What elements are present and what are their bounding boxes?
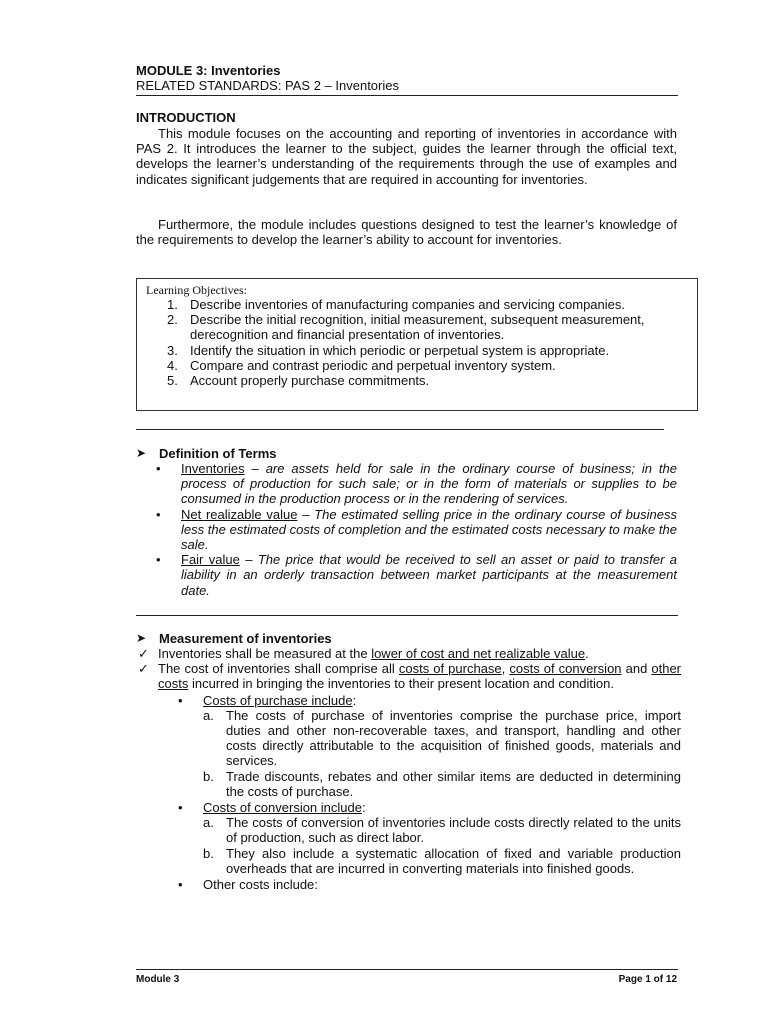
list-item: a. The costs of conversion of inventories include costs directly related to the units of production, such as direct labor.: [203, 815, 681, 846]
bullet-icon: •: [178, 877, 183, 893]
footer-page-number: Page 1 of 12: [618, 974, 677, 985]
other-costs-heading: • Other costs include:: [178, 877, 318, 893]
section-divider: [136, 615, 678, 616]
list-item: b. Trade discounts, rebates and other similar items are deducted in determining the costs of purchase.: [203, 768, 681, 799]
definitions-heading: ➤ Definition of Terms: [136, 446, 277, 461]
bullet-icon: •: [156, 461, 161, 476]
learning-objectives-box: [136, 278, 698, 411]
list-item: b. They also include a systematic allocation of fixed and variable production overheads that are incurred in converting materials into finished goods.: [203, 845, 681, 876]
checkmark-icon: ✓: [138, 646, 149, 661]
bullet-icon: •: [178, 800, 183, 816]
intro-paragraph-2: Furthermore, the module includes questions designed to test the learner’s knowledge of the requirements to develop the learner’s ability to account for inventories.: [136, 217, 677, 248]
section-divider: [136, 429, 664, 430]
bullet-icon: •: [156, 552, 161, 568]
term-net-realizable-value: Net realizable value: [181, 506, 298, 522]
list-item: 1. Describe inventories of manufacturing companies and servicing companies.: [167, 297, 625, 312]
intro-paragraph-1: This module focuses on the accounting and reporting of inventories in accordance with PAS 2. It introduces the learner to the subject, guides the learner through the official text, develops the learner’s understanding of the requirements through the use of examples and indicates significant judgements that are required in accounting for inventories.: [136, 126, 677, 187]
checkmark-icon: ✓: [138, 661, 149, 677]
definition-item: • Inventories – are assets held for sale in the ordinary course of business; in the process of production for such sale; or in the form of materials or supplies to be consumed in the production process or in the rendering of services.: [156, 461, 677, 507]
measurement-point: ✓ Inventories shall be measured at the lower of cost and net realizable value.: [138, 646, 589, 661]
learning-objectives-list: [137, 297, 697, 388]
introduction-heading: INTRODUCTION: [136, 110, 236, 125]
term-fair-value: Fair value: [181, 552, 240, 568]
header-rule: [136, 95, 678, 96]
footer-rule: [136, 969, 678, 970]
list-item: 3. Identify the situation in which periodic or perpetual system is appropriate.: [167, 342, 610, 358]
definitions-section: [136, 445, 681, 598]
measurement-point: ✓ The cost of inventories shall comprise all costs of purchase, costs of conversion and other costs incurred in bringing the inventories to their present location and condition.: [138, 661, 682, 692]
definition-item: • Fair value – The price that would be received to sell an asset or paid to transfer a liability in an orderly transaction between market participants at the measurement date.: [156, 552, 677, 598]
learning-objectives-title: Learning Objectives:: [146, 283, 247, 297]
costs-of-purchase-heading: • Costs of purchase include:: [178, 692, 357, 708]
list-item: 5. Account properly purchase commitments.: [167, 373, 430, 389]
list-item: a. The costs of purchase of inventories comprise the purchase price, import duties and other non-recoverable taxes, and transport, handling and other costs directly attributable to the acquisition of finished goods, materials and services.: [203, 707, 681, 769]
bullet-icon: •: [156, 506, 161, 522]
measurement-section: [136, 630, 681, 892]
term-inventories: Inventories: [181, 461, 245, 476]
definition-item: • Net realizable value – The estimated selling price in the ordinary course of business less the estimated costs of completion and the estimated costs necessary to make the sale.: [156, 506, 677, 553]
arrow-bullet-icon: ➤: [136, 631, 147, 645]
footer-module-label: Module 3: [136, 974, 180, 985]
list-item: 4. Compare and contrast periodic and perpetual inventory system.: [167, 357, 556, 373]
measurement-heading: ➤ Measurement of inventories: [136, 631, 332, 646]
module-title: MODULE 3: Inventories: [136, 63, 281, 78]
related-standards: RELATED STANDARDS: PAS 2 – Inventories: [136, 78, 399, 93]
list-item: 2. Describe the initial recognition, initial measurement, subsequent measurement, derecognition and financial presentation of inventories.: [167, 312, 645, 343]
bullet-icon: •: [178, 692, 183, 708]
arrow-bullet-icon: ➤: [136, 446, 147, 460]
costs-of-conversion-heading: • Costs of conversion include:: [178, 800, 366, 816]
